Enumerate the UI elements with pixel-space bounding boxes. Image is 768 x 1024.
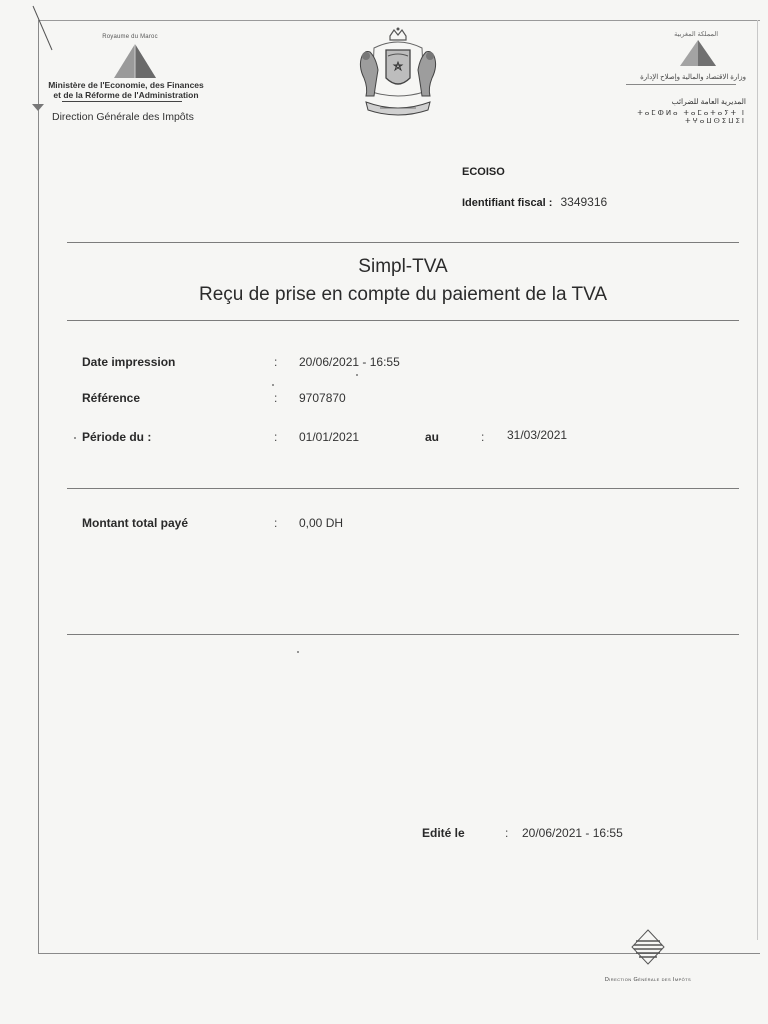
dgi-footer-emblem-icon bbox=[628, 928, 668, 966]
period-to-colon: : bbox=[481, 430, 485, 444]
date-impression-label: Date impression bbox=[82, 355, 176, 369]
reference-value: 9707870 bbox=[299, 391, 346, 405]
scan-speck bbox=[74, 437, 76, 439]
divider-title bbox=[67, 320, 739, 321]
dgi-footer-logo bbox=[588, 928, 708, 983]
fiscal-id-value: 3349316 bbox=[560, 195, 608, 209]
divider-period bbox=[67, 488, 739, 489]
dgi-pyramid-icon bbox=[670, 38, 726, 68]
scan-speck bbox=[272, 384, 274, 386]
receipt-subtitle: Reçu de prise en compte du paiement de la TVA bbox=[198, 284, 608, 305]
period-to-value: 31/03/2021 bbox=[507, 428, 568, 442]
ministry-rule bbox=[62, 101, 182, 102]
dgi-arabic-logo bbox=[596, 30, 746, 125]
period-from-colon: : bbox=[274, 430, 278, 444]
fiscal-id bbox=[462, 195, 607, 209]
divider-top bbox=[67, 242, 739, 243]
scan-speck bbox=[297, 651, 299, 653]
edited-label: Edité le bbox=[422, 826, 465, 840]
period-from-value: 01/01/2021 bbox=[299, 430, 360, 444]
ministry-pyramid-icon bbox=[100, 42, 170, 80]
amount-colon: : bbox=[274, 516, 278, 530]
edited-colon: : bbox=[505, 826, 509, 840]
date-impression-colon: : bbox=[274, 355, 278, 369]
ministry-triangle-icon bbox=[32, 104, 44, 112]
reference-colon: : bbox=[274, 391, 278, 405]
company-name: ECOISO bbox=[462, 166, 505, 178]
arabic-rule bbox=[626, 84, 736, 85]
kingdom-arabic-label: المملكة المغربية bbox=[674, 31, 718, 38]
receipt-title: Simpl-TVA bbox=[358, 256, 448, 277]
scan-speck bbox=[356, 374, 358, 376]
period-to-label: au bbox=[425, 430, 440, 444]
dgi-footer-caption: Direction Générale des Impôts bbox=[604, 977, 692, 983]
edited-value: 20/06/2021 - 16:55 bbox=[522, 826, 623, 840]
coat-of-arms-icon bbox=[352, 26, 444, 120]
ministry-name-line1: Ministère de l'Economie, des Finances bbox=[48, 80, 204, 90]
amount-label: Montant total payé bbox=[82, 516, 189, 530]
dgi-arabic-label: المديرية العامة للضرائب bbox=[671, 97, 746, 106]
dgi-label-left: Direction Générale des Impôts bbox=[52, 111, 194, 123]
ministry-arabic-label: وزارة الاقتصاد والمالية وإصلاح الإدارة bbox=[640, 74, 746, 81]
period-label: Période du : bbox=[82, 430, 152, 444]
divider-amount bbox=[67, 634, 739, 635]
page-frame bbox=[38, 20, 760, 954]
kingdom-label: Royaume du Maroc bbox=[102, 34, 158, 40]
ministry-logo bbox=[50, 34, 220, 112]
amount-value: 0,00 DH bbox=[299, 516, 344, 530]
dgi-tifinagh-label: ⵜⴰⵎⵀⵍⴰ ⵜⴰⵎⴰⵜⴰⵢⵜ ⵏ ⵜⵖⴰⵡⵙⵉⵡⵉⵏ bbox=[637, 110, 746, 125]
reference-label: Référence bbox=[82, 391, 141, 405]
date-impression-value: 20/06/2021 - 16:55 bbox=[299, 355, 400, 369]
fiscal-id-label: Identifiant fiscal : bbox=[462, 197, 553, 209]
page-frame-right bbox=[757, 20, 758, 940]
ministry-name-line2: et de la Réforme de l'Administration bbox=[53, 90, 199, 100]
